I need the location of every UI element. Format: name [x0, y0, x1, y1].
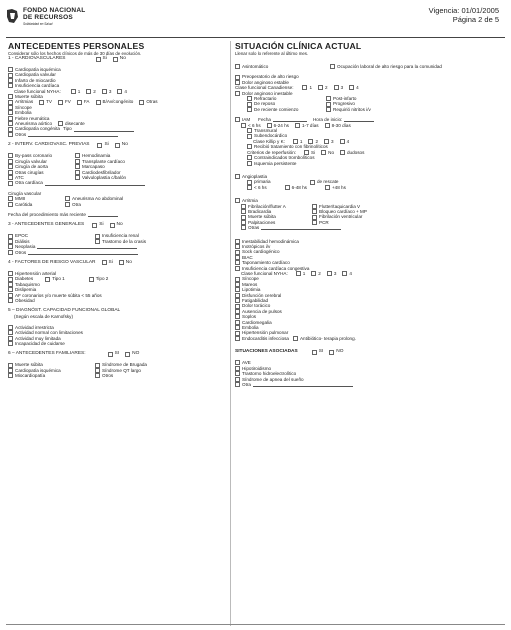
situacion-note: Llenar solo lo referente al último mes.	[235, 51, 309, 56]
item-label: Síncope	[15, 104, 32, 110]
item-label: Sock cardiogénico	[242, 249, 280, 255]
si-label: SI	[318, 349, 324, 355]
opt-label: 3	[340, 85, 344, 91]
item-label: Inotrópicos i/v	[242, 243, 271, 249]
cirugia-vascular-label: Cirugía vascular	[8, 190, 42, 196]
intervenciones-list	[8, 153, 223, 180]
opt-label: +48 hs	[331, 184, 346, 190]
item-checkbox[interactable]	[65, 202, 70, 207]
opt-label: 4	[124, 88, 127, 94]
item-label: Mareos	[242, 281, 258, 287]
section-label: 6 – ANTECEDENTES FAMILIARES:	[8, 351, 86, 357]
no-checkbox[interactable]	[119, 260, 124, 265]
item-label: Refractario	[254, 96, 277, 102]
item-label: Otros	[102, 373, 114, 379]
item-label: Incapacidad de cuidarse	[15, 341, 65, 347]
time-checkbox[interactable]	[325, 185, 330, 190]
si-label: Si	[99, 222, 104, 228]
opt-label: 3	[333, 271, 337, 276]
situacion-column	[235, 41, 503, 387]
item-label: Cardiopatía isquémica	[15, 367, 61, 373]
item-label: Muerte súbita	[15, 94, 43, 100]
opt-label: 4	[356, 85, 359, 91]
fecha-label: Fecha	[258, 117, 271, 123]
item-label: Trastorno de la crasis	[102, 238, 146, 244]
opt-label: 4	[349, 271, 352, 276]
antibioticos-checkbox[interactable]	[293, 336, 298, 341]
item-label: Angioplastia	[242, 173, 268, 179]
item-checkbox[interactable]	[247, 161, 252, 166]
situacion-list-a	[235, 239, 503, 271]
antibioticos-label: Antibiótico- terapia prolong.	[299, 335, 356, 341]
no-label: No	[119, 56, 126, 61]
si-checkbox[interactable]	[92, 223, 97, 228]
canadiense-label: Clase funcional Canadiense:	[235, 85, 294, 91]
item-label: Ausencia de pulsos	[242, 308, 282, 314]
no-checkbox[interactable]	[113, 57, 118, 62]
opt-label: 2	[325, 85, 328, 91]
item-label: De reposo	[254, 101, 276, 107]
item-label: Síndrome QT largo	[102, 367, 141, 373]
time-checkbox[interactable]	[247, 185, 252, 190]
item-label: Miocardiopatía	[15, 373, 46, 379]
endocarditis-row	[235, 336, 503, 341]
opt-label: Tipo 1	[52, 276, 65, 282]
opt-label: 1	[77, 88, 81, 94]
item-label: Fatigabilidad	[242, 298, 269, 304]
item-label: MMII	[15, 196, 26, 202]
item-label: Preoperatorio de alto riesgo	[242, 74, 299, 80]
item-label: Hemodinamia	[82, 153, 111, 159]
otros3-row	[8, 250, 223, 255]
item-label: Hipertensión arterial	[15, 270, 57, 276]
vigencia-text: Vigencia: 01/01/2005	[428, 6, 499, 15]
diabetes-label: Diabetes	[15, 276, 34, 282]
no-label: NO	[336, 349, 344, 355]
fnr-logo-mark-icon	[6, 8, 19, 24]
section-label: SITUACIONES ASOCIADAS	[235, 349, 298, 355]
item-label: PCR	[319, 219, 329, 225]
otros3-checkbox[interactable]	[8, 250, 13, 255]
list-item	[8, 298, 223, 303]
otros-label: Otros	[15, 131, 27, 137]
item-label: Requirió nitritos i/v	[333, 106, 371, 112]
item-label: Hipotiroidismo	[242, 365, 272, 371]
item-label: Valvuloplastia c/balón	[82, 174, 127, 180]
item-label: Taponamiento cardíaco	[242, 260, 290, 266]
opt-label: B/Av/congénito	[102, 99, 134, 105]
item-label: Síncope	[242, 276, 259, 282]
ocupacion-checkbox[interactable]	[330, 64, 335, 69]
opt-label: Si	[311, 149, 316, 155]
section-label: 3 - ANTECEDENTES GENERALES	[8, 222, 85, 228]
item-label: Arritmia	[242, 198, 258, 204]
asintomatico-label: Asintomático	[242, 64, 269, 69]
opt-label: 2	[318, 271, 321, 276]
opt-label: FA	[83, 99, 90, 105]
no-label: No	[125, 259, 132, 265]
section-capacidad-funcional: 5 – DIAGNÓST. CAPACIDAD FUNCIONAL GLOBAL	[8, 308, 121, 314]
si-label: Si	[104, 142, 109, 148]
item-label: Post-infarto	[333, 96, 357, 102]
item-label: Dolor anginoso estable	[242, 79, 289, 85]
opt-label: 1	[309, 85, 313, 91]
asintomatico-checkbox[interactable]	[235, 64, 240, 69]
primaria-label: primaria	[254, 179, 271, 185]
item-label: Actividad muy limitada	[15, 335, 61, 341]
item-label: Insuficiencia cardíaca	[15, 83, 60, 89]
item-label: Embolia	[242, 325, 259, 331]
no-checkbox[interactable]	[329, 350, 334, 355]
item-label: Actividad irrestricta	[15, 324, 54, 330]
otros3-label: Otros	[15, 249, 27, 255]
arritmias-label: Arritmias	[15, 99, 34, 105]
otras-field[interactable]	[261, 225, 341, 230]
item-label: Palpitaciones	[248, 219, 276, 225]
antecedentes-note: Considerar sólo los hechos clínicos de más de 30 días de evolución.	[8, 51, 142, 56]
item-label: Fiebre reumática	[15, 115, 50, 121]
item-label: Disfunción cerebral	[242, 292, 282, 298]
item-label: Otras cirugías	[15, 169, 44, 175]
karnofsky-note: (Según escala de Karnofsky)	[14, 314, 73, 320]
tipo-label: Tipo	[62, 126, 72, 132]
killip-label: Clase Killip y K:	[253, 138, 285, 144]
item-label: Fibrilación/flutter A	[248, 203, 286, 209]
fnr-logo	[6, 6, 116, 30]
section-label: 2 - INTERV. CARDIOVASC. PREVIAS	[8, 142, 90, 148]
item-label: Contraindicados trombolíticos	[254, 155, 315, 161]
item-label: Fibrilación ventricular	[319, 214, 363, 220]
opt-label: 1-7 días	[301, 122, 319, 128]
opt-label: No	[328, 149, 334, 155]
opt-label: 1	[302, 271, 306, 276]
si-checkbox[interactable]	[102, 260, 107, 265]
item-label: Insuficiencia cardíaca congestiva	[242, 265, 310, 271]
no-checkbox[interactable]	[110, 223, 115, 228]
item-label: Obesidad	[15, 298, 35, 303]
item-label: Actividad normal con limitaciones	[15, 330, 83, 336]
item-label: Inestabilidad hemodinámica	[242, 238, 299, 244]
item-label: Soplos	[242, 314, 257, 320]
otros3-field[interactable]	[28, 250, 138, 255]
si-checkbox[interactable]	[108, 352, 113, 357]
angio-times-row	[235, 185, 503, 190]
opt-label: 1	[299, 138, 303, 144]
otra-cardiaca-row	[8, 180, 223, 185]
item-label: Dolor anginoso inestable	[242, 90, 293, 96]
opt-label: 2	[93, 88, 96, 94]
item-label: ATC	[15, 174, 24, 180]
item-label: Otra	[72, 201, 81, 207]
opt-label: FV	[65, 99, 71, 105]
item-label: Tabaquismo	[15, 281, 40, 287]
opt-label: 8-30 días	[331, 122, 351, 128]
item-label: Aneurisma Ao abdominal	[72, 196, 124, 202]
si-checkbox[interactable]	[312, 350, 317, 355]
item-label: Subendocárdico	[254, 133, 288, 139]
pair-row	[8, 373, 223, 378]
org-name-line1: FONDO NACIONAL	[23, 7, 86, 14]
item-label: Cirugía de aorta	[15, 164, 48, 170]
arritmia-list	[235, 204, 503, 226]
opt-label: 4	[346, 138, 350, 144]
column-divider	[230, 41, 231, 626]
asociadas-list	[235, 360, 503, 382]
item-label: Marcapaso	[82, 164, 105, 170]
cirugia-vascular-list	[8, 196, 223, 207]
endocarditis-checkbox[interactable]	[235, 336, 240, 341]
fecha-procedimiento-row	[8, 212, 223, 217]
item-label: Cardiopatía valvular	[15, 72, 56, 78]
item-label: De reciente comienzo	[254, 106, 299, 112]
antecedentes-column	[8, 41, 223, 379]
otras-checkbox[interactable]	[241, 225, 246, 230]
org-name	[23, 7, 85, 21]
si-label: Si	[102, 56, 107, 61]
opt-label: dudosos	[347, 149, 365, 155]
item-label: Flutter/taquicardia V	[319, 203, 361, 209]
item-checkbox[interactable]	[247, 107, 252, 112]
item-label: Transmural	[254, 128, 278, 134]
opt-label: Otras	[146, 99, 158, 105]
item-label: Dislipemia	[15, 287, 37, 293]
item-label: AVE	[242, 360, 251, 366]
opt-label: 3	[331, 138, 334, 144]
item-label: AF coronarios y/o muerte súbita < 55 años	[15, 292, 102, 298]
section-label: 1 - CARDIOVASCULARES	[8, 56, 66, 61]
item-label: Insuficiencia renal	[102, 233, 139, 239]
bottom-divider	[6, 624, 505, 625]
neoplasia-label: Neoplasia	[15, 244, 36, 250]
nyha-label: Clase funcional NYHA:	[14, 88, 61, 94]
org-tagline: Solidaridad en Salud	[23, 22, 53, 26]
item-label: Muerte súbita	[248, 214, 276, 220]
list-item	[8, 341, 223, 346]
item-label: Bloqueo cardíaco + MP	[319, 208, 367, 214]
no-label: No	[116, 222, 123, 228]
item-label: Isquemia persistente	[254, 160, 297, 166]
item-label: Embolia	[15, 110, 32, 116]
situacion-title: SITUACIÓN CLÍNICA ACTUAL	[235, 41, 362, 51]
fecha-field[interactable]	[88, 212, 118, 217]
si-checkbox[interactable]	[97, 143, 102, 148]
aneurisma-label: Aneurisma aórtico	[15, 121, 53, 127]
item-label: Hipertensión pulmonar	[242, 330, 289, 336]
item-label: Síndrome de apnea del sueño	[242, 376, 304, 382]
rescate-label: de rescate	[317, 179, 339, 185]
otros-field[interactable]	[28, 132, 118, 137]
no-checkbox[interactable]	[115, 143, 120, 148]
endocarditis-label: Endocarditis infecciosa	[242, 335, 289, 341]
si-label: SI	[114, 351, 120, 357]
opt-label: disecante	[65, 121, 85, 127]
item-label: EPOC	[15, 233, 29, 239]
item-label: Infarto de miocardio	[15, 77, 56, 83]
opt-label: 6-48 hs	[291, 184, 307, 190]
item-label: Muerte súbita	[15, 362, 43, 368]
si-checkbox[interactable]	[96, 57, 101, 62]
congenita-label: Cardiopatía congénita	[15, 126, 60, 132]
otros-row	[8, 132, 223, 137]
antecedentes-title: ANTECEDENTES PERSONALES	[8, 41, 145, 51]
time-checkbox[interactable]	[285, 185, 290, 190]
arr-otras-row	[235, 225, 503, 230]
opt-label: 2	[315, 138, 319, 144]
item-checkbox[interactable]	[8, 202, 13, 207]
situacion-list-b	[235, 276, 503, 335]
item-label: Trastorno hidroelectrolítico	[242, 371, 297, 377]
dolor-inestable-list	[235, 96, 503, 112]
opt-label: Tipo 2	[95, 276, 109, 282]
nyha-label: Clase funcional NYHA:	[241, 271, 288, 276]
otras-label: Otras	[248, 225, 260, 231]
otra-cardiaca-checkbox[interactable]	[8, 181, 13, 186]
item-label: Cardiomegalia	[242, 319, 272, 325]
asoc-otra-row	[235, 382, 503, 387]
fecha-label: Fecha del procedimiento más reciente	[8, 211, 86, 217]
item-label: Cardiodesfibrilador	[82, 169, 121, 175]
section-label: 4 - FACTORES DE RIESGO VASCULAR	[8, 259, 96, 265]
item-checkbox[interactable]	[8, 298, 13, 303]
opt-label: 3	[108, 88, 112, 94]
ocupacion-label: Ocupación laboral de alto riesgo para la comunidad	[337, 64, 442, 69]
item-label: Dolor torácico	[242, 303, 271, 309]
opt-label: TV	[46, 99, 52, 105]
otra-field[interactable]	[253, 382, 353, 387]
no-label: No	[121, 142, 128, 148]
item-label: By-pass coronario	[15, 153, 53, 159]
pair-row	[8, 202, 223, 207]
item-checkbox[interactable]	[8, 341, 13, 346]
iam-label: IAM	[242, 117, 251, 123]
reperfusion-label: Criterios de reperfusión:	[247, 149, 297, 155]
opt-label: < 6 hs	[248, 122, 261, 128]
item-label: Carótida	[15, 201, 33, 207]
item-label: BIAC	[242, 254, 253, 260]
item-label: Cardiopatía isquémica	[15, 67, 61, 72]
item-label: Transplante cardíaco	[82, 158, 125, 164]
page-number: Página 2 de 5	[452, 15, 499, 24]
hora-label: Hora de inicio:	[312, 117, 343, 123]
otra-cardiaca-field[interactable]	[45, 181, 145, 186]
otra-cardiaca-label: Otra cardíaca	[15, 180, 43, 186]
item-label: Bradicardia	[248, 208, 272, 214]
item-label: Progresivo	[333, 101, 355, 107]
si-label: Si	[108, 259, 113, 265]
item-label: Cirugía valvular	[15, 158, 47, 164]
asintomatico-row	[235, 64, 503, 69]
org-name-line2: DE RECURSOS	[23, 14, 73, 21]
no-label: NO	[132, 351, 140, 357]
otros-checkbox[interactable]	[8, 132, 13, 137]
header-meta	[429, 6, 499, 24]
no-checkbox[interactable]	[125, 352, 130, 357]
otra-label: Otra	[242, 381, 251, 387]
list-item	[235, 161, 503, 166]
opt-label: 6-24 hs	[273, 122, 289, 128]
familiares-list	[8, 362, 223, 378]
item-label: Síndrome de Brugada	[102, 362, 147, 368]
item-checkbox[interactable]	[326, 107, 331, 112]
generales-list	[8, 233, 223, 244]
item-label: Recibió tratamiento con fibrinolíticos	[254, 144, 328, 150]
item-checkbox[interactable]	[8, 373, 13, 378]
otra-checkbox[interactable]	[235, 382, 240, 387]
item-checkbox[interactable]	[95, 373, 100, 378]
pair-row	[235, 107, 503, 112]
item-label: Lipotimia	[242, 287, 261, 293]
header-divider	[6, 37, 505, 38]
item-label: Diálisis	[15, 238, 30, 244]
opt-label: < 6 hs	[254, 184, 267, 190]
